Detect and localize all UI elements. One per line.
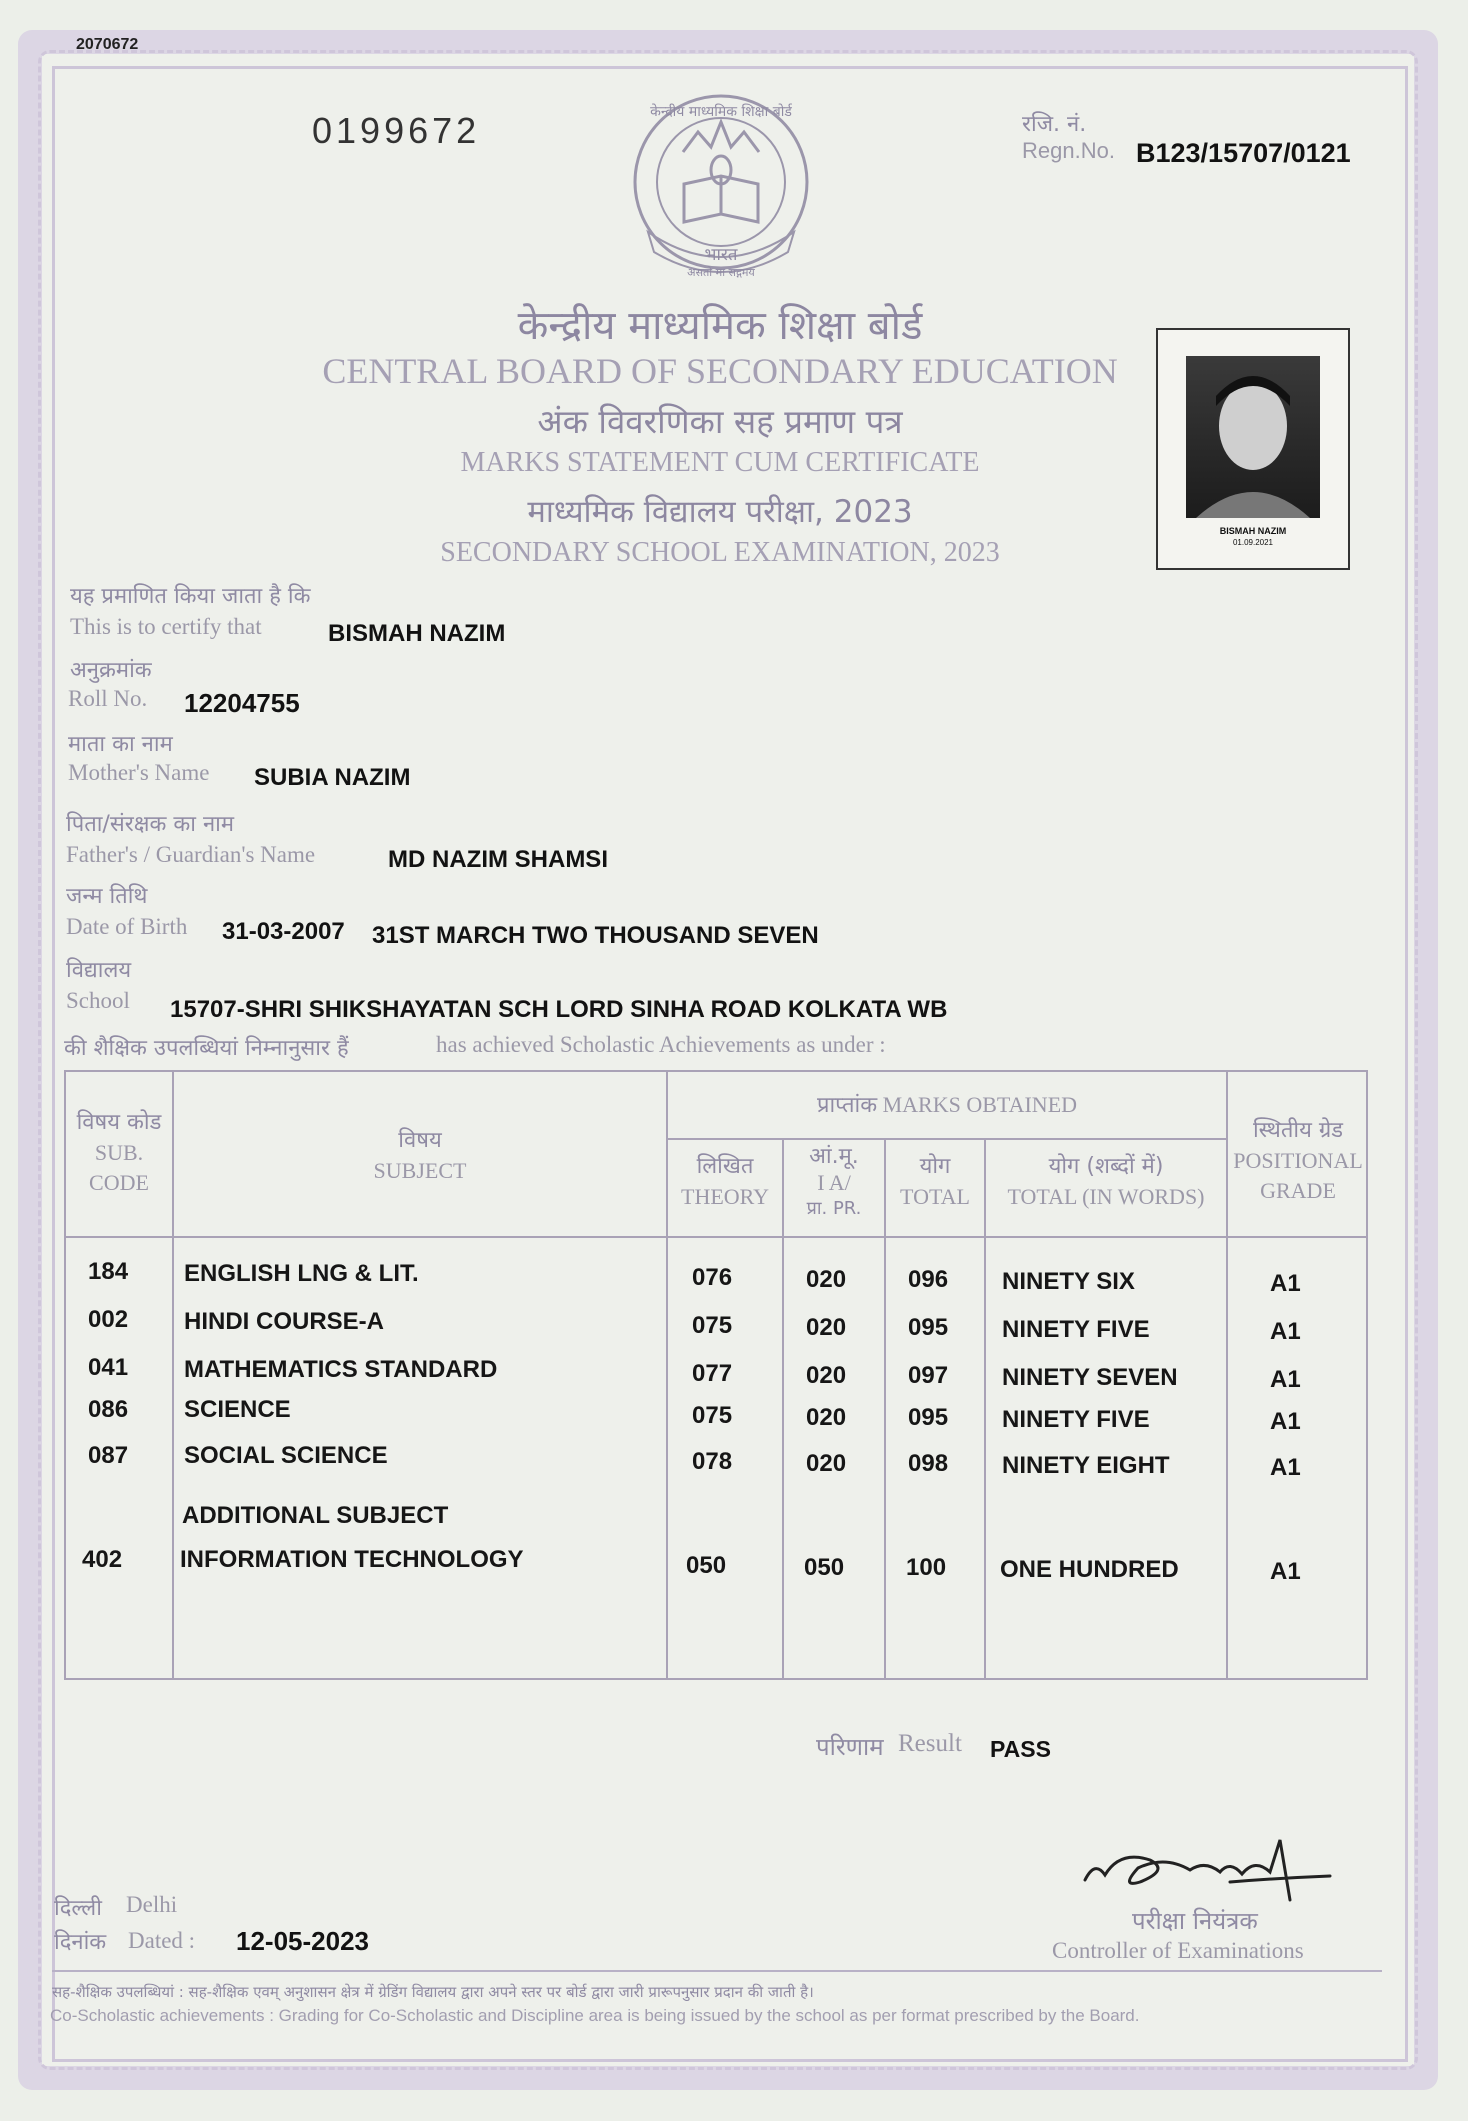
school-hindi: विद्यालय [66,958,132,983]
result-value: PASS [990,1736,1051,1762]
issue-date: 12-05-2023 [236,1926,369,1956]
controller-hindi: परीक्षा नियंत्रक [1132,1907,1258,1935]
header-ia: आं.मू. I A/ प्रा. PR. [806,1144,862,1219]
doc-title: MARKS STATEMENT CUM CERTIFICATE [460,447,980,478]
achieved-hindi: की शैक्षिक उपलब्धियां निम्नानुसार हैं [64,1036,349,1061]
school-name: 15707-SHRI SHIKSHAYATAN SCH LORD SINHA ROAD KOLKATA WB [170,996,948,1023]
dated-label: Dated : [128,1928,196,1953]
father-name: MD NAZIM SHAMSI [388,846,608,873]
photo-caption-date: 01.09.2021 [1232,538,1274,547]
dob-hindi: जन्म तिथि [66,884,148,909]
father-hindi: पिता/संरक्षक का नाम [66,812,235,837]
student-name: BISMAH NAZIM [328,620,506,647]
roll-label: Roll No. [68,686,148,711]
achieved-text: has achieved Scholastic Achievements as under : [436,1032,886,1057]
certificate-number: 0199672 [312,110,481,151]
controller-signature [1080,1820,1340,1910]
regn-label: Regn.No. [1022,138,1115,163]
header-theory: लिखित THEORY [681,1154,769,1209]
roll-number: 12204755 [184,688,300,718]
emblem-motto: असतो मा सद्गमय [687,266,755,279]
regn-label-hindi: रजि. नं. [1022,112,1087,137]
footnote-english: Co-Scholastic achievements : Grading for Co-Scholastic and Discipline area is being issued by the school as per format prescribed by the Board. [50,2006,1140,2025]
dob-label: Date of Birth [66,914,188,939]
exam-title: SECONDARY SCHOOL EXAMINATION, 2023 [440,537,1000,568]
certify-hindi: यह प्रमाणित किया जाता है कि [70,584,311,609]
cbse-emblem-icon [628,92,814,288]
result-hindi: परिणाम [816,1733,884,1761]
board-name: CENTRAL BOARD OF SECONDARY EDUCATION [322,351,1118,391]
photo-caption-name: BISMAH NAZIM [1219,526,1287,536]
roll-hindi: अनुक्रमांक [70,658,152,683]
result-label: Result [898,1730,962,1757]
controller-label: Controller of Examinations [1052,1938,1304,1963]
place-label: Delhi [126,1892,178,1917]
student-photo-frame [1156,328,1350,570]
school-label: School [66,988,130,1013]
marks-table: विषय कोड SUB. CODE विषय SUBJECT प्राप्तांक MARKS OBTAINED लिखित THEORY आं.मू. I A/ प्रा. PR. योग TOTAL योग (शब्दों में) TOTAL (IN WORDS) स्थितीय ग्रेड POSITIONAL GRADE 184 ENGLISH LNG & LIT. 076 020 096 NINETY SIX A1 002 HINDI COURSE-A 075 020 095 NINETY FIVE A1 041 MATHEMATICS STANDARD 077 020 097 NINETY SEVEN A1 086 SCIENCE 075 020 095 NINETY FIVE A1 087 SOCIAL SCIENCE 078 020 098 NINETY EIGHT A1 ADDITIONAL SUBJECT 402 INFORMATION TECHNOLOGY 050 050 100 ONE HUNDRED A1 [64,1070,1368,1680]
header-code: विषय कोड SUB. CODE [76,1110,162,1195]
regn-number: B123/15707/0121 [1136,138,1351,168]
place-hindi: दिल्ली [54,1896,102,1921]
serial-number: 2070672 [76,36,139,53]
board-name-hindi: केन्द्रीय माध्यमिक शिक्षा बोर्ड [517,303,923,349]
father-label: Father's / Guardian's Name [66,842,316,867]
header-subject: विषय SUBJECT [373,1128,467,1183]
emblem-text-top: केन्द्रीय माध्यमिक शिक्षा बोर्ड [650,104,792,120]
header-marks: प्राप्तांक MARKS OBTAINED [816,1092,1078,1118]
footnote-hindi: सह-शैक्षिक उपलब्धियां : सह-शैक्षिक एवम् अनुशासन क्षेत्र में ग्रेडिंग विद्यालय द्वारा अपने स्तर पर बोर्ड द्वारा जारी प्रारूपनुसार प्रदान की जाती है। [52,1983,814,2001]
additional-subject-label: ADDITIONAL SUBJECT [182,1502,449,1529]
dob-words: 31ST MARCH TWO THOUSAND SEVEN [372,922,819,949]
header-total-words: योग (शब्दों में) TOTAL (IN WORDS) [1007,1154,1205,1209]
mother-hindi: माता का नाम [68,732,173,757]
doc-title-hindi: अंक विवरणिका सह प्रमाण पत्र [537,402,903,441]
mother-label: Mother's Name [68,760,210,785]
student-photo [1186,356,1320,518]
header-total: योग TOTAL [900,1154,970,1209]
dated-hindi: दिनांक [54,1930,107,1955]
exam-title-hindi: माध्यमिक विद्यालय परीक्षा, 2023 [527,494,913,530]
header-grade: स्थितीय ग्रेड POSITIONAL GRADE [1233,1118,1363,1203]
dob-value: 31-03-2007 [222,918,345,945]
emblem-text-bottom: भारत [704,245,738,265]
certify-label: This is to certify that [70,614,262,639]
mother-name: SUBIA NAZIM [254,764,411,791]
